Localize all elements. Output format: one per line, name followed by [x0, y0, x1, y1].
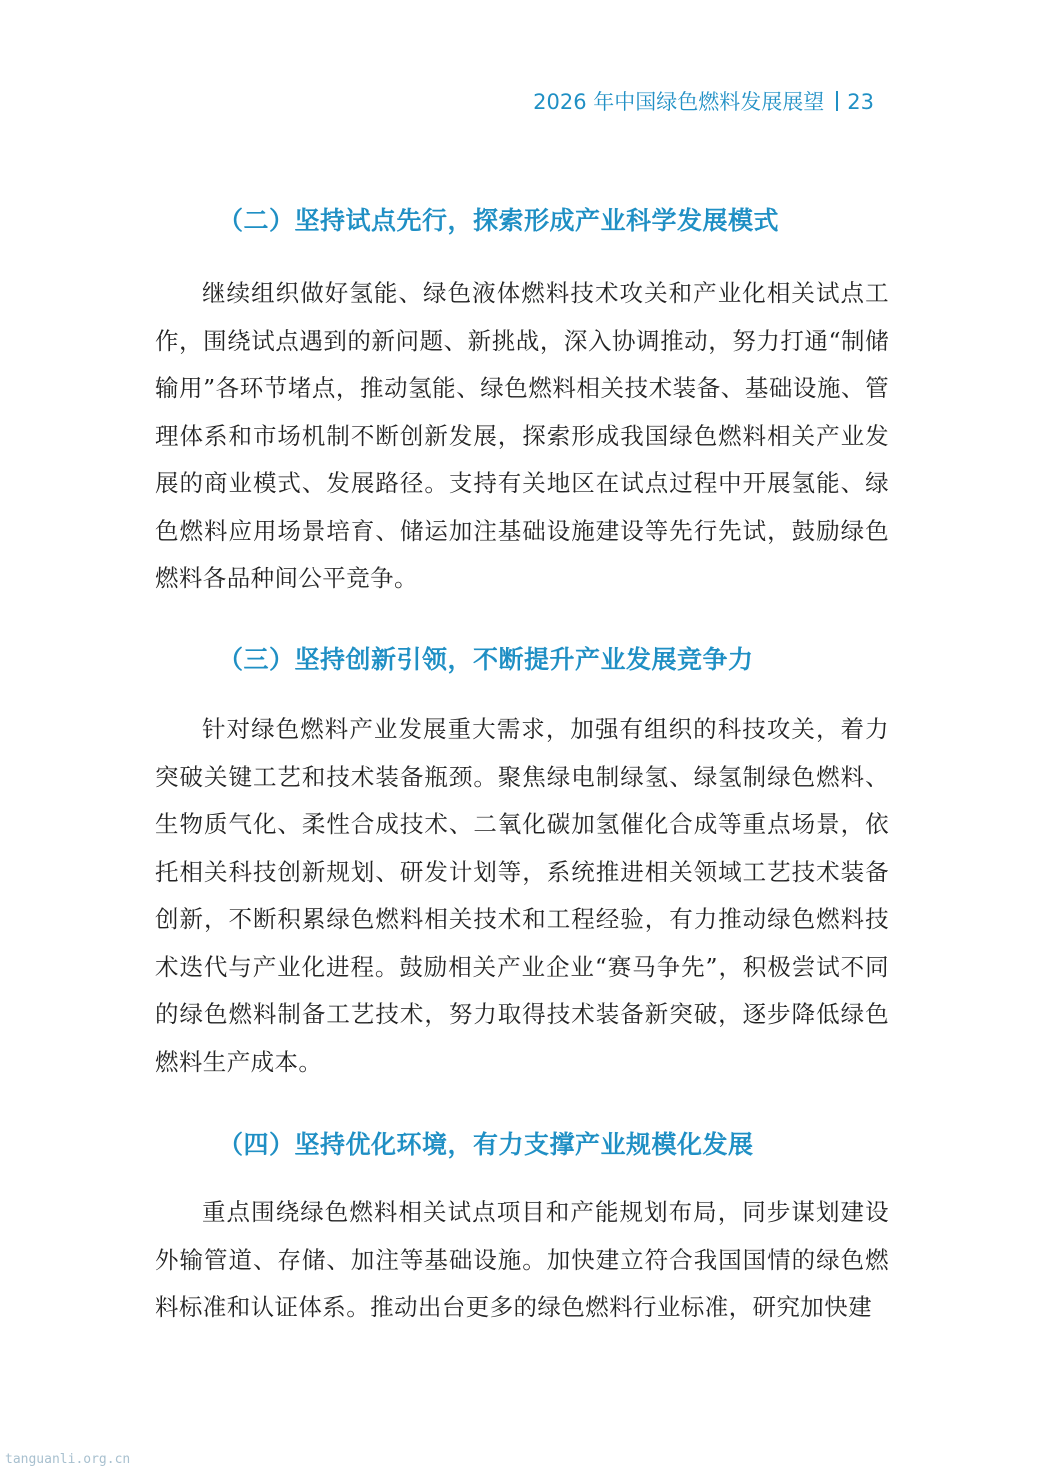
watermark-text: tanguanli.org.cn: [5, 1452, 131, 1467]
header-separator: [836, 91, 838, 111]
section-body-2: 继续组织做好氢能、绿色液体燃料技术攻关和产业化相关试点工作，围绕试点遇到的新问题、新挑战，深入协调推动，努力打通“制储输用”各环节堵点，推动氢能、绿色燃料相关技术装备、基础设施、管理体系和市场机制不断创新发展，探索形成我国绿色燃料相关产业发展的商业模式、发展路径。支持有关地区在试点过程中开展氢能、绿色燃料应用场景培育、储运加注基础设施建设等先行先试，鼓励绿色燃料各品种间公平竞争。: [155, 279, 889, 592]
header-title: 2026 年中国绿色燃料发展展望: [533, 90, 825, 114]
section-body-3: 针对绿色燃料产业发展重大需求，加强有组织的科技攻关，着力突破关键工艺和技术装备瓶颈。聚焦绿电制绿氢、绿氢制绿色燃料、生物质气化、柔性合成技术、二氧化碳加氢催化合成等重点场景，依托相关科技创新规划、研发计划等，系统推进相关领域工艺技术装备创新，不断积累绿色燃料相关技术和工程经验，有力推动绿色燃料技术迭代与产业化进程。鼓励相关产业企业“赛马争先”，积极尝试不同的绿色燃料制备工艺技术，努力取得技术装备新突破，逐步降低绿色燃料生产成本。: [155, 715, 889, 1076]
section-heading-4: （四）坚持优化环境，有力支撑产业规模化发展: [218, 1130, 754, 1159]
section-heading-2: （二）坚持试点先行，探索形成产业科学发展模式: [218, 206, 780, 235]
page-number: 23: [847, 90, 874, 114]
section-body-4: 重点围绕绿色燃料相关试点项目和产能规划布局，同步谋划建设外输管道、存储、加注等基础设施。加快建立符合我国国情的绿色燃料标准和认证体系。推动出台更多的绿色燃料行业标准，研究加快建: [155, 1198, 889, 1321]
running-header: [0, 86, 874, 116]
section-heading-3: （三）坚持创新引领，不断提升产业发展竞争力: [218, 645, 754, 674]
